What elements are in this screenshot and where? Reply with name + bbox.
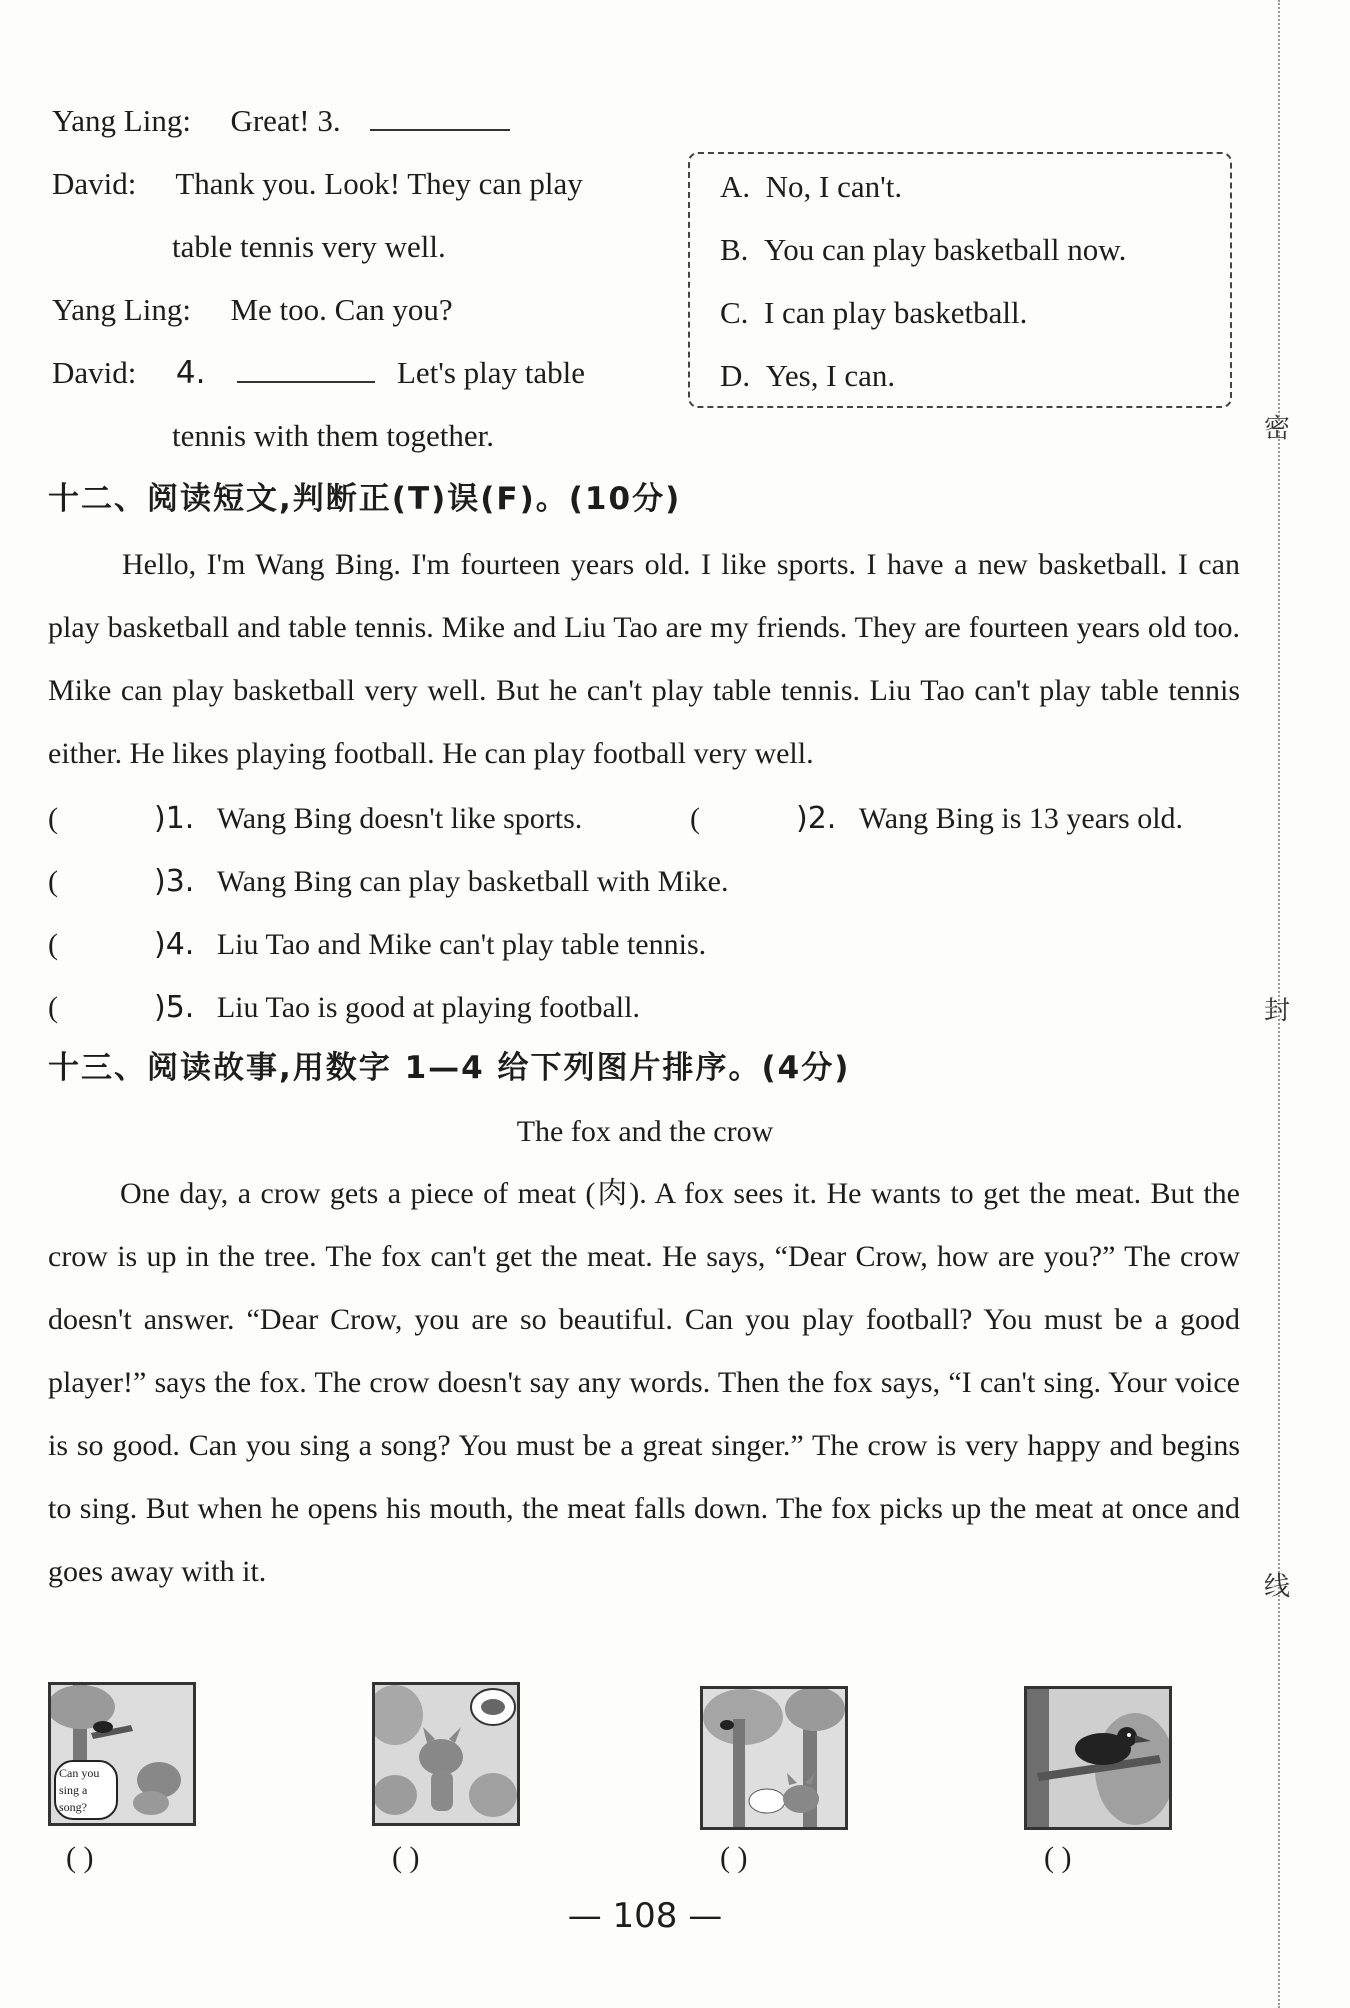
picture-4-answer[interactable]: ( )	[1044, 1841, 1072, 1874]
picture-2-answer[interactable]: ( )	[392, 1841, 420, 1874]
option-d: D. Yes, I can.	[720, 358, 896, 393]
option-c: C. I can play basketball.	[720, 295, 1028, 330]
option-b: B. You can play basketball now.	[720, 232, 1127, 267]
option-a: A. No, I can't.	[720, 169, 903, 204]
section-13-passage: One day, a crow gets a piece of meat (肉). A fox sees it. He wants to get the meat. But the crow is up in the tree. The fox can't get the meat. He says, “Dear Crow, how are you?” The crow doesn't answer. “Dear Crow, you are so beautiful. Can you play football? You must be a good player!” says the fox. The crow doesn't say any words. Then the fox says, “I can't sing. Your voice is so good. Can you sing a song? You must be a great singer.” The crow is very happy and begins to sing. But when he opens his mouth, the meat falls down. The fox picks up the meat at once and goes away with it.	[48, 1177, 1240, 1588]
tf-item-1: ( )1. Wang Bing doesn't like sports.	[48, 801, 583, 836]
fox-below-tree-illustration	[703, 1689, 845, 1827]
dialogue-line-4	[52, 353, 585, 393]
answer-blank-3[interactable]	[370, 101, 510, 131]
section-13-heading: 十三、阅读故事,用数字 1—4 给下列图片排序。(4分)	[48, 1050, 851, 1086]
story-title: The fox and the crow	[516, 1115, 774, 1148]
dialogue-text: Thank you. Look! They can play	[175, 166, 583, 201]
dialogue-line-2	[52, 164, 583, 204]
page-number: — 108 —	[567, 1896, 723, 1936]
dialogue-text: Great! 3.	[230, 103, 341, 138]
side-mark-seal: 封	[1264, 996, 1291, 1025]
dialogue-continuation: tennis with them together.	[172, 418, 495, 453]
dialogue-line-1	[52, 101, 510, 141]
story-picture-2	[372, 1682, 520, 1826]
side-mark-line: 线	[1264, 1572, 1291, 1601]
question-number: 4.	[175, 355, 206, 391]
dialogue-continuation: table tennis very well.	[172, 229, 446, 264]
story-picture-4	[1024, 1686, 1172, 1830]
fox-sees-meat-illustration	[375, 1685, 517, 1823]
tf-item-5: ( )5. Liu Tao is good at playing football.	[48, 990, 640, 1025]
section-12-passage: Hello, I'm Wang Bing. I'm fourteen years old. I like sports. I have a new basketball. I can play basketball and table tennis. Mike and Liu Tao are my friends. They are fourteen years old too. Mike can play basketball very well. But he can't play table tennis. Liu Tao can't play table tennis either. He likes playing football. He can play football very well.	[48, 548, 1240, 770]
speaker: Yang Ling:	[52, 103, 191, 138]
tf-item-3: ( )3. Wang Bing can play basketball with Mike.	[48, 864, 729, 899]
picture-3-answer[interactable]: ( )	[720, 1841, 748, 1874]
speaker: Yang Ling:	[52, 292, 191, 327]
dialogue-line-3	[52, 290, 453, 330]
tf-item-2: ( )2. Wang Bing is 13 years old.	[690, 801, 1184, 836]
speaker: David:	[52, 166, 137, 201]
tf-item-4: ( )4. Liu Tao and Mike can't play table tennis.	[48, 927, 707, 962]
options-box	[688, 152, 1232, 408]
speaker: David:	[52, 355, 137, 390]
section-12-heading: 十二、阅读短文,判断正(T)误(F)。(10分)	[48, 481, 682, 517]
crow-on-branch-illustration	[1027, 1689, 1169, 1827]
story-picture-3	[700, 1686, 848, 1830]
answer-blank-4[interactable]	[237, 353, 375, 383]
speech-bubble: Can you sing a song?	[59, 1766, 100, 1814]
side-mark-seal: 密	[1264, 414, 1291, 443]
dialogue-text: Let's play table	[396, 355, 586, 390]
dialogue-text: Me too. Can you?	[230, 292, 453, 327]
picture-1-answer[interactable]: ( )	[66, 1841, 94, 1874]
story-picture-1	[48, 1682, 196, 1826]
